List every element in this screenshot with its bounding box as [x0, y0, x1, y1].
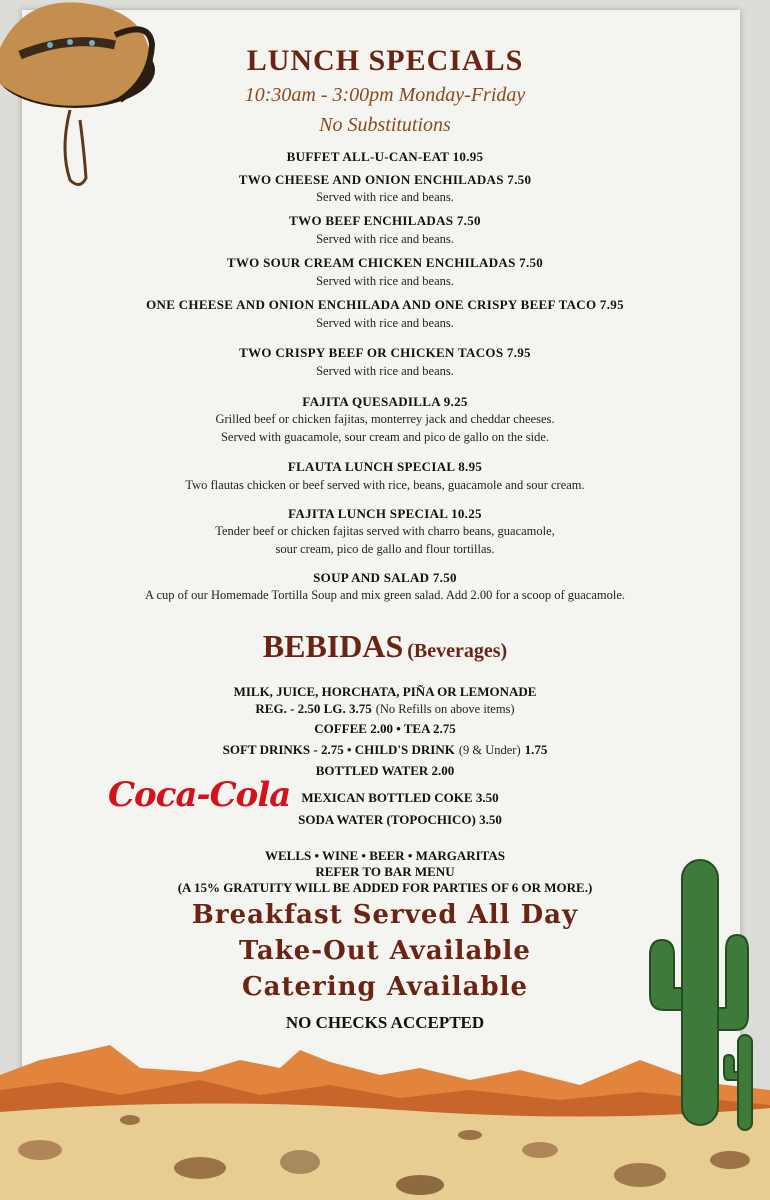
no-checks-note: NO CHECKS ACCEPTED — [285, 1013, 485, 1032]
gratuity-note: (A 15% GRATUITY WILL BE ADDED FOR PARTIES OF 6 OR MORE.) — [177, 880, 593, 895]
beverage-line: BOTTLED WATER 2.00 — [315, 763, 455, 778]
menu-item-desc: Served with rice and beans. — [316, 316, 454, 330]
menu-item-name: BUFFET ALL-U-CAN-EAT 10.95 — [286, 149, 484, 164]
menu-item-desc: Grilled beef or chicken fajitas, monterrey jack and cheddar cheeses. — [215, 412, 555, 426]
menu-item-desc: sour cream, pico de gallo and flour tortillas. — [275, 542, 495, 556]
menu-item-name: SOUP AND SALAD 7.50 — [313, 570, 457, 585]
menu-item-desc: Served with rice and beans. — [316, 232, 454, 246]
bar-line: WELLS • WINE • BEER • MARGARITAS — [265, 848, 505, 863]
menu-item-name: FLAUTA LUNCH SPECIAL 8.95 — [287, 459, 483, 474]
menu-item-desc: Tender beef or chicken fajitas served with charro beans, guacamole, — [215, 524, 555, 538]
coca-cola-logo: Coca-Cola — [108, 775, 291, 815]
bar-menu-line: REFER TO BAR MENU — [315, 864, 455, 879]
menu-item-name: TWO CHEESE AND ONION ENCHILADAS 7.50 — [238, 172, 532, 187]
menu-item-desc: Served with rice and beans. — [316, 190, 454, 204]
menu-item-name: TWO SOUR CREAM CHICKEN ENCHILADAS 7.50 — [226, 255, 544, 270]
bebidas-subtitle: (Beverages) — [407, 640, 508, 662]
beverage-name: SOFT DRINKS - 2.75 • CHILD'S DRINK — [222, 742, 455, 757]
beverage-line: SODA WATER (TOPOCHICO) 3.50 — [298, 812, 502, 827]
beverage-line — [0, 741, 770, 759]
beverage-line: COFFEE 2.00 • TEA 2.75 — [314, 721, 456, 736]
lunch-title: LUNCH SPECIALS — [246, 44, 524, 77]
beverage-note: (9 & Under) — [458, 743, 521, 757]
beverage-line — [0, 700, 770, 718]
breakfast-banner: Breakfast Served All Day — [191, 900, 579, 930]
lunch-note: No Substitutions — [319, 114, 451, 136]
beverage-price: REG. - 2.50 LG. 3.75 — [255, 701, 372, 716]
takeout-banner: Take-Out Available — [239, 936, 531, 966]
lunch-hours: 10:30am - 3:00pm Monday-Friday — [244, 84, 526, 106]
beverage-note: (No Refills on above items) — [375, 702, 515, 716]
menu-item-name: TWO BEEF ENCHILADAS 7.50 — [289, 213, 481, 228]
beverage-line: MILK, JUICE, HORCHATA, PIÑA OR LEMONADE — [233, 684, 537, 699]
beverage-price: 1.75 — [524, 742, 548, 757]
menu-item-desc: Served with rice and beans. — [316, 274, 454, 288]
menu-item-name: FAJITA LUNCH SPECIAL 10.25 — [288, 506, 482, 521]
menu-item-desc: Served with rice and beans. — [316, 364, 454, 378]
beverage-line: MEXICAN BOTTLED COKE 3.50 — [301, 790, 499, 805]
menu-item-name: FAJITA QUESADILLA 9.25 — [302, 394, 468, 409]
menu-item-desc: Served with guacamole, sour cream and pico de gallo on the side. — [220, 430, 550, 444]
bebidas-heading — [0, 628, 770, 665]
bebidas-title: BEBIDAS — [262, 628, 404, 664]
menu-item-desc: A cup of our Homemade Tortilla Soup and mix green salad. Add 2.00 for a scoop of guacamole. — [144, 588, 626, 602]
menu-item-name: TWO CRISPY BEEF OR CHICKEN TACOS 7.95 — [239, 345, 531, 360]
menu-item-name: ONE CHEESE AND ONION ENCHILADA AND ONE CRISPY BEEF TACO 7.95 — [146, 297, 624, 312]
catering-banner: Catering Available — [241, 972, 529, 1002]
menu-item-desc: Two flautas chicken or beef served with rice, beans, guacamole and sour cream. — [185, 478, 585, 492]
